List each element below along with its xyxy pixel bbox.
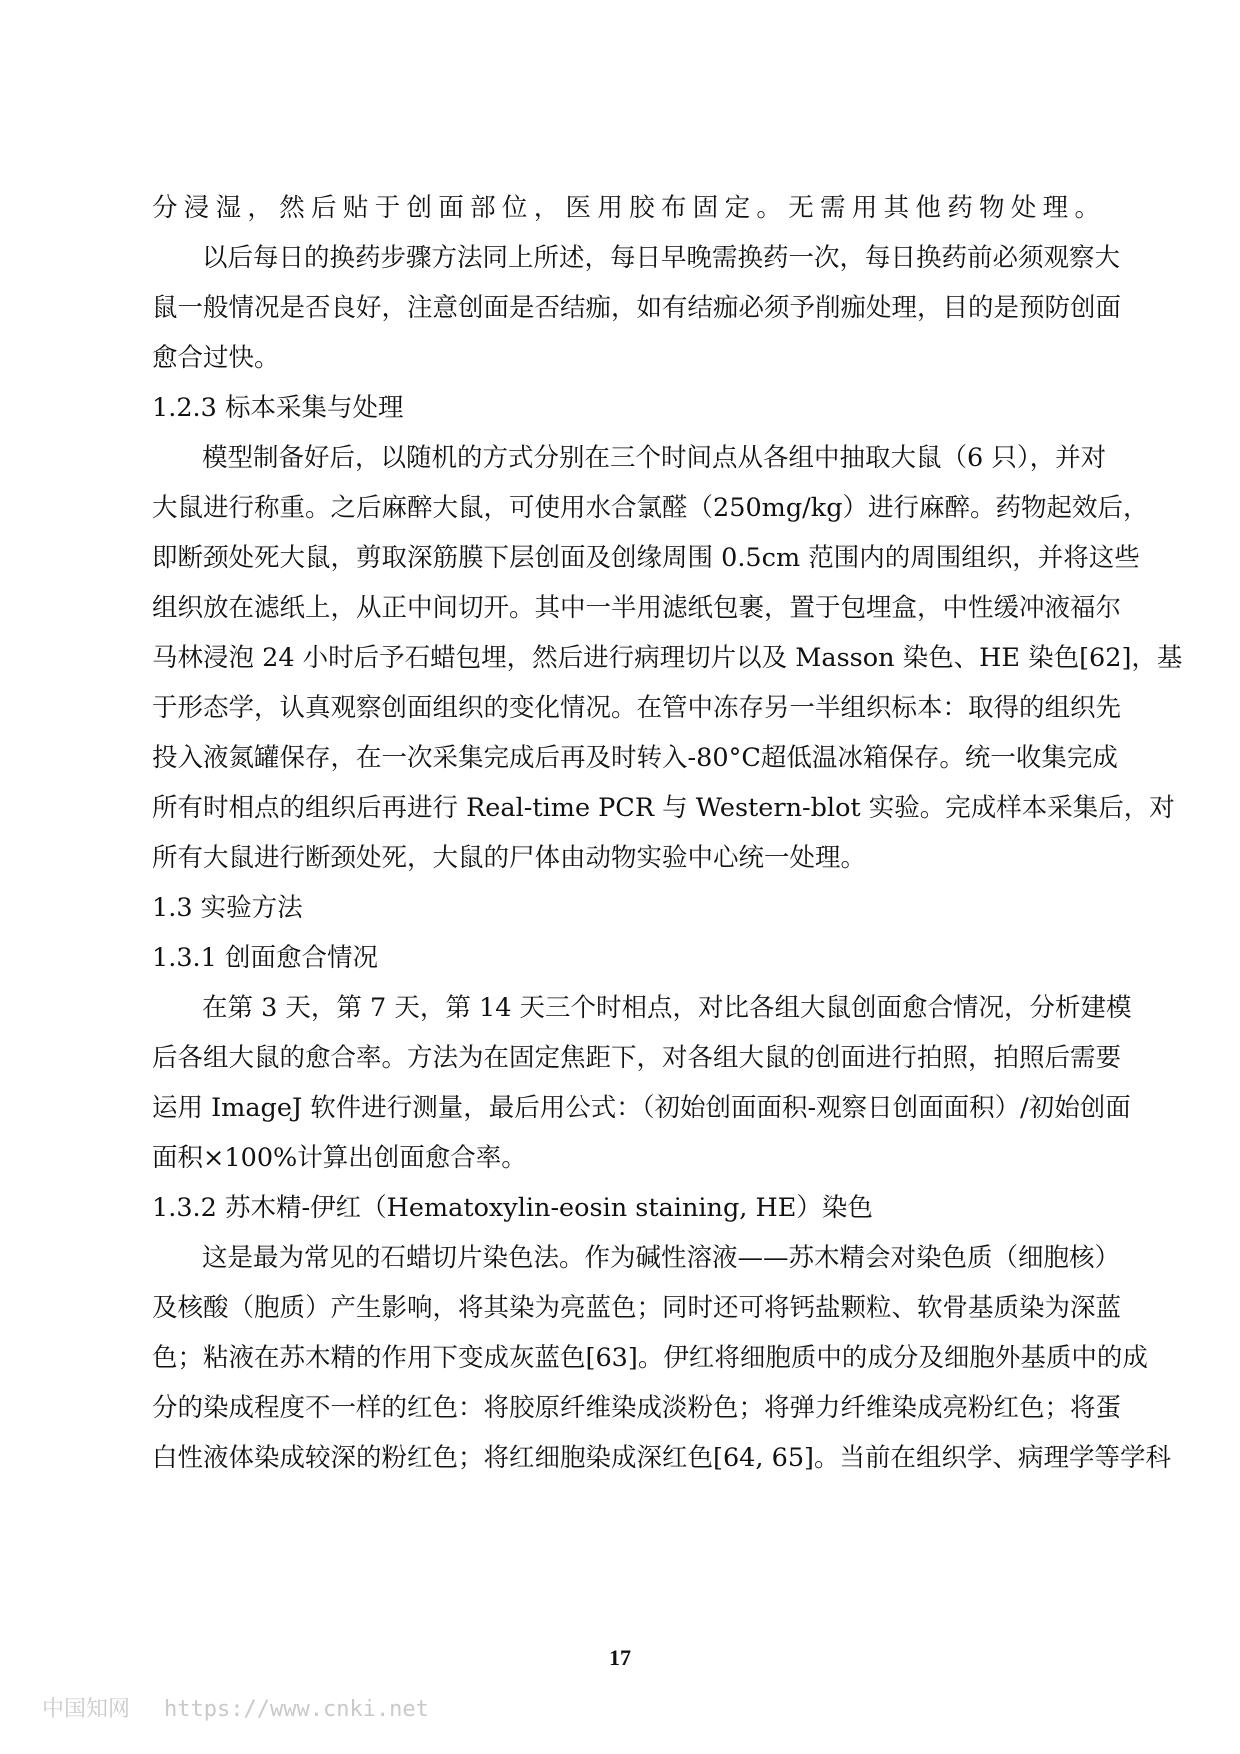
body-line: 面积×100%计算出创面愈合率。 (152, 1143, 527, 1173)
body-line: 鼠一般情况是否良好，注意创面是否结痂，如有结痂必须予削痂处理，目的是预防创面 (152, 293, 1122, 323)
body-line: 白性液体染成较深的粉红色；将红细胞染成深红色[64, 65]。当前在组织学、病理学等学科 (152, 1443, 1172, 1473)
body-line: 所有时相点的组织后再进行 Real-time PCR 与 Western-blot 实验。完成样本采集后，对 (152, 793, 1175, 823)
section-heading: 1.3 实验方法 (152, 893, 303, 923)
watermark (42, 1692, 463, 1723)
section-heading: 1.3.2 苏木精-伊红（Hematoxylin-eosin staining, HE）染色 (152, 1193, 873, 1223)
section-heading: 1.2.3 标本采集与处理 (152, 393, 404, 423)
body-line: 愈合过快。 (152, 343, 280, 373)
body-line: 在第 3 天，第 7 天，第 14 天三个时相点，对比各组大鼠创面愈合情况，分析建模 (202, 993, 1132, 1023)
body-line: 模型制备好后，以随机的方式分别在三个时间点从各组中抽取大鼠（6 只），并对 (202, 443, 1107, 473)
body-line: 投入液氮罐保存，在一次采集完成后再及时转入-80°C超低温冰箱保存。统一收集完成 (152, 743, 1118, 773)
body-line: 组织放在滤纸上，从正中间切开。其中一半用滤纸包裹，置于包埋盒，中性缓冲液福尔 (152, 593, 1122, 623)
body-line: 后各组大鼠的愈合率。方法为在固定焦距下，对各组大鼠的创面进行拍照，拍照后需要 (152, 1043, 1122, 1073)
body-line: 色；粘液在苏木精的作用下变成灰蓝色[63]。伊红将细胞质中的成分及细胞外基质中的成 (152, 1343, 1148, 1373)
body-line: 以后每日的换药步骤方法同上所述，每日早晚需换药一次，每日换药前必须观察大 (202, 243, 1121, 273)
body-line: 所有大鼠进行断颈处死，大鼠的尸体由动物实验中心统一处理。 (152, 843, 867, 873)
body-line: 大鼠进行称重。之后麻醉大鼠，可使用水合氯醛（250mg/kg）进行麻醉。药物起效后， (152, 493, 1149, 523)
body-line: 分的染成程度不一样的红色：将胶原纤维染成淡粉色；将弹力纤维染成亮粉红色；将蛋 (152, 1393, 1122, 1423)
body-line: 这是最为常见的石蜡切片染色法。作为碱性溶液——苏木精会对染色质（细胞核） (202, 1243, 1121, 1273)
watermark-site: 中国知网 (42, 1697, 131, 1722)
body-line: 运用 ImageJ 软件进行测量，最后用公式：（初始创面面积-观察日创面面积）/初始创面 (152, 1093, 1131, 1123)
watermark-url: https://www.cnki.net (164, 1697, 429, 1722)
body-line: 及核酸（胞质）产生影响，将其染为亮蓝色；同时还可将钙盐颗粒、软骨基质染为深蓝 (152, 1293, 1122, 1323)
section-heading: 1.3.1 创面愈合情况 (152, 943, 378, 973)
body-line: 马林浸泡 24 小时后予石蜡包埋，然后进行病理切片以及 Masson 染色、HE 染色[62]，基 (152, 643, 1183, 673)
body-line: 于形态学，认真观察创面组织的变化情况。在管中冻存另一半组织标本：取得的组织先 (152, 693, 1122, 723)
body-line: 分浸湿，然后贴于创面部位，医用胶布固定。无需用其他药物处理。 (152, 193, 1100, 223)
body-line: 即断颈处死大鼠，剪取深筋膜下层创面及创缘周围 0.5cm 范围内的周围组织，并将这些 (152, 543, 1140, 573)
page-number: 17 (609, 1645, 631, 1670)
